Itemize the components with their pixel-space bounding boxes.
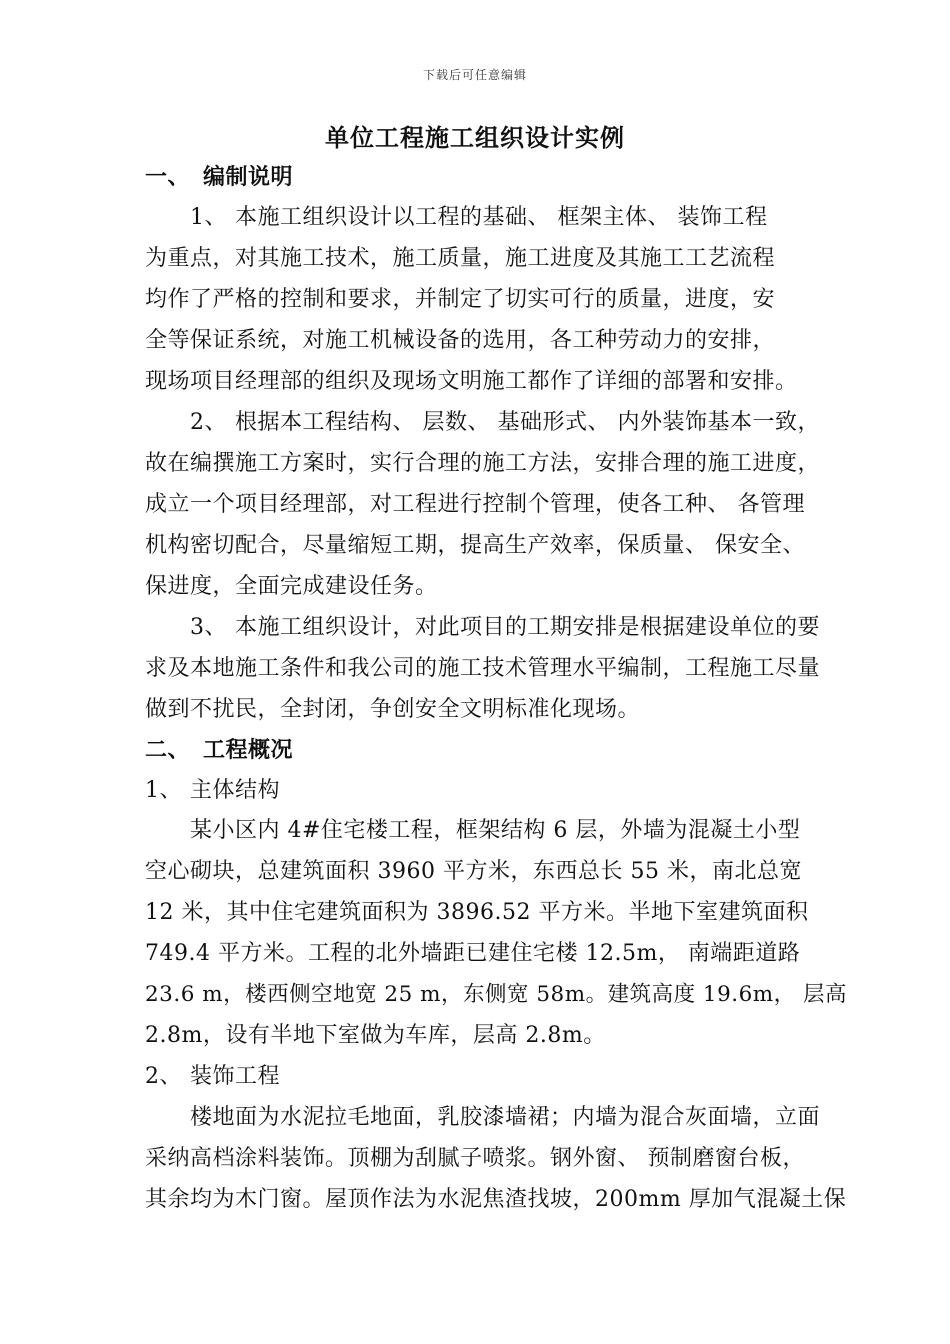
section-heading-2 bbox=[145, 736, 293, 766]
paragraph-line: 为重点，对其施工技术，施工质量，施工进度及其施工工艺流程 bbox=[145, 246, 776, 271]
paragraph-line: 保进度，全面完成建设任务。 bbox=[145, 574, 438, 599]
section-number: 一、 bbox=[145, 165, 191, 190]
paragraph-line: 749.4 平方米。工程的北外墙距已建住宅楼 12.5m， 南端距道路 bbox=[145, 941, 801, 966]
paragraph-number: 1、 bbox=[190, 205, 227, 230]
paragraph-line: 全等保证系统，对施工机械设备的选用，各工种劳动力的安排， bbox=[145, 328, 776, 353]
section-number: 二、 bbox=[145, 738, 191, 763]
paragraph-line: 楼地面为水泥拉毛地面，乳胶漆墙裙；内墙为混合灰面墙，立面 bbox=[190, 1105, 821, 1130]
paragraph-line: 现场项目经理部的组织及现场文明施工都作了详细的部署和安排。 bbox=[145, 369, 798, 394]
subsection-number: 2、 bbox=[145, 1064, 182, 1089]
section-title: 工程概况 bbox=[203, 738, 294, 763]
paragraph-line: 12 米，其中住宅建筑面积为 3896.52 平方米。半地下室建筑面积 bbox=[145, 900, 809, 925]
paragraph-line: 故在编撰施工方案时，实行合理的施工方法，安排合理的施工进度， bbox=[145, 451, 821, 476]
paragraph-text: 根据本工程结构、 层数、 基础形式、 内外装饰基本一致， bbox=[235, 410, 820, 435]
paragraph-number: 3、 bbox=[190, 615, 227, 640]
header-note: 下载后可任意编辑 bbox=[422, 68, 527, 82]
subsection-heading-2 bbox=[145, 1062, 280, 1092]
paragraph-line: 机构密切配合，尽量缩短工期，提高生产效率，保质量、 保安全、 bbox=[145, 533, 805, 558]
paragraph-line: 均作了严格的控制和要求，并制定了切实可行的质量，进度，安 bbox=[145, 287, 776, 312]
paragraph-number: 2、 bbox=[190, 410, 227, 435]
paragraph-line bbox=[190, 408, 820, 438]
paragraph-line: 某小区内 4#住宅楼工程，框架结构 6 层，外墙为混凝土小型 bbox=[190, 818, 801, 843]
paragraph-line: 做到不扰民，全封闭，争创安全文明标准化现场。 bbox=[145, 697, 641, 722]
paragraph-line bbox=[190, 203, 768, 233]
section-title: 编制说明 bbox=[203, 165, 294, 190]
paragraph-text: 本施工组织设计以工程的基础、 框架主体、 装饰工程 bbox=[235, 205, 768, 230]
paragraph-text: 本施工组织设计，对此项目的工期安排是根据建设单位的要 bbox=[235, 615, 821, 640]
paragraph-line: 求及本地施工条件和我公司的施工技术管理水平编制，工程施工尽量 bbox=[145, 656, 821, 681]
subsection-title: 主体结构 bbox=[190, 778, 281, 803]
paragraph-line: 成立一个项目经理部，对工程进行控制个管理，使各工种、 各管理 bbox=[145, 492, 805, 517]
paragraph-line bbox=[190, 613, 820, 643]
section-heading-1 bbox=[145, 163, 293, 193]
paragraph-line: 其余均为木门窗。屋顶作法为水泥焦渣找坡，200mm 厚加气混凝土保 bbox=[145, 1187, 847, 1212]
paragraph-line: 空心砌块，总建筑面积 3960 平方米，东西总长 55 米，南北总宽 bbox=[145, 859, 802, 884]
subsection-heading-1 bbox=[145, 776, 280, 806]
subsection-number: 1、 bbox=[145, 778, 182, 803]
paragraph-line: 2.8m，设有半地下室做为车库，层高 2.8m。 bbox=[145, 1023, 606, 1048]
paragraph-line: 采纳高档涂料装饰。顶棚为刮腻子喷浆。钢外窗、 预制磨窗台板， bbox=[145, 1146, 805, 1171]
paragraph-line: 23.6 m，楼西侧空地宽 25 m，东侧宽 58m。建筑高度 19.6m， 层高 bbox=[145, 982, 848, 1007]
page-title: 单位工程施工组织设计实例 bbox=[325, 124, 625, 152]
subsection-title: 装饰工程 bbox=[190, 1064, 281, 1089]
